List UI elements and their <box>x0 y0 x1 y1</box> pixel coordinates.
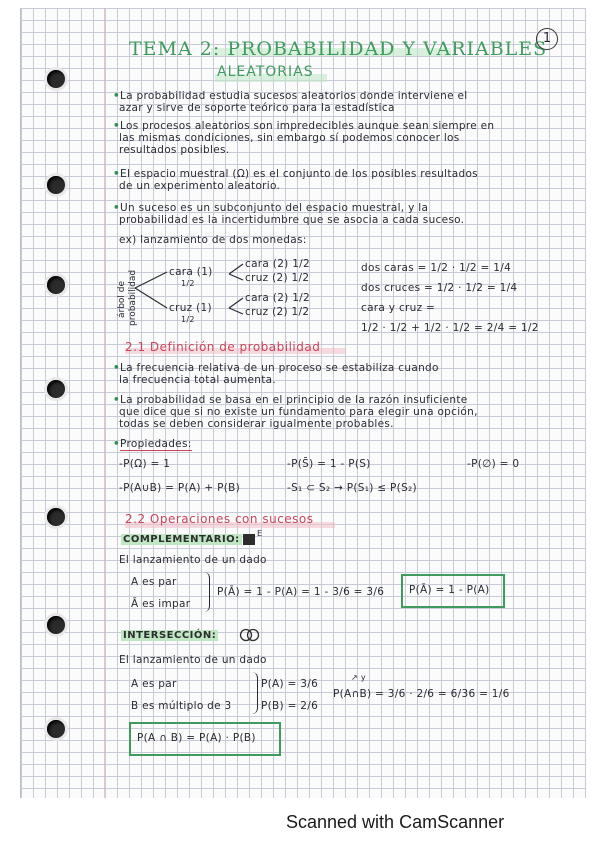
tree-cruz-1: cruz (1) <box>169 302 212 314</box>
complement-venn-icon <box>243 534 255 545</box>
complement-exponent: E <box>257 529 263 538</box>
bullet-4-line-1: •Un suceso es un subconjunto del espacio muestral, y la <box>113 202 429 214</box>
sec21-bullet-1-line-2: la frecuencia total aumenta. <box>119 374 277 386</box>
binder-hole <box>47 616 65 634</box>
result-mixed-calc: 1/2 · 1/2 + 1/2 · 1/2 = 2/4 = 1/2 <box>361 322 539 334</box>
tree-label-2: probabilidad <box>128 269 138 326</box>
page-subtitle: ALEATORIAS <box>217 64 314 80</box>
intersection-formula: P(A∩B) = 3/6 · 2/6 = 6/36 = 1/6 <box>333 688 510 700</box>
complement-result: P(Ā) = 1 - P(A) <box>409 584 490 596</box>
intersection-b: B es múltiplo de 3 <box>131 700 232 712</box>
bullet-2-line-2: las mismas condiciones, sin embargo sí podemos conocer los <box>119 132 460 144</box>
intersection-line-1: El lanzamiento de un dado <box>119 654 267 666</box>
intersection-pa: P(A) = 3/6 <box>261 678 319 690</box>
intersection-result: P(A ∩ B) = P(A) · P(B) <box>137 732 256 744</box>
scanner-watermark: Scanned with CamScanner <box>286 812 505 832</box>
page-title: TEMA 2: PROBABILIDAD Y VARIABLES <box>129 38 548 60</box>
sec21-bullet-1-line-1: •La frecuencia relativa de un proceso se estabiliza cuando <box>113 362 439 374</box>
margin-line <box>104 8 105 798</box>
binder-hole <box>47 380 65 398</box>
tree-cara-1: cara (1) <box>169 266 213 278</box>
section-2-2-title: 2.2 Operaciones con sucesos <box>125 512 314 526</box>
sec21-bullet-2-line-2: que dice que si no existe un fundamento para elegir una opción, <box>119 406 478 418</box>
bullet-1-line-2: azar y sirve de soporte teórico para la estadística <box>119 102 395 114</box>
tree-cara-cruz: cruz (2) 1/2 <box>245 272 310 284</box>
bullet-3-line-1: •El espacio muestral (Ω) es el conjunto de los posibles resultados <box>113 168 478 180</box>
result-two-heads: dos caras = 1/2 · 1/2 = 1/4 <box>361 262 512 274</box>
intersection-venn-icon <box>239 628 261 642</box>
tree-cruz-cara: cara (2) 1/2 <box>245 292 311 304</box>
property-3: -P(∅) = 0 <box>467 458 520 470</box>
notebook-page <box>20 8 586 798</box>
result-mixed: cara y cruz = <box>361 302 436 314</box>
complement-formula: P(Ā) = 1 - P(A) = 1 - 3/6 = 3/6 <box>217 586 385 598</box>
binder-hole <box>47 176 65 194</box>
intersection-mark: ↗ y <box>351 673 366 682</box>
bullet-2-line-3: resultados posibles. <box>119 144 230 156</box>
tree-cara-cara: cara (2) 1/2 <box>245 258 311 270</box>
sec21-bullet-2-line-3: todas se deben considerar igualmente probables. <box>119 418 394 430</box>
complementary-tag: COMPLEMENTARIO: <box>123 534 240 545</box>
tree-cruz-cruz: cruz (2) 1/2 <box>245 306 310 318</box>
property-2: -P(S̄) = 1 - P(S) <box>287 458 371 470</box>
tree-cara-1-prob: 1/2 <box>181 279 195 288</box>
binder-hole <box>47 508 65 526</box>
bullet-2-line-1: •Los procesos aleatorios son impredecibles aunque sean siempre en <box>113 120 495 132</box>
properties-label: •Propiedades: <box>113 438 192 450</box>
property-1: -P(Ω) = 1 <box>119 458 171 470</box>
intersection-pb: P(B) = 2/6 <box>261 700 319 712</box>
complement-line-1: El lanzamiento de un dado <box>119 554 267 566</box>
tree-label-1: árbol de <box>117 280 127 318</box>
intersection-tag: INTERSECCIÓN: <box>123 630 217 641</box>
result-two-tails: dos cruces = 1/2 · 1/2 = 1/4 <box>361 282 518 294</box>
complement-brace <box>201 572 210 612</box>
sec21-bullet-2-line-1: •La probabilidad se basa en el principio de la razón insuficiente <box>113 394 468 406</box>
example-heading: ex) lanzamiento de dos monedas: <box>119 234 307 246</box>
binder-hole <box>47 720 65 738</box>
complement-abar: Ā es impar <box>131 598 191 610</box>
bullet-1-line-1: •La probabilidad estudia sucesos aleatorios donde interviene el <box>113 90 468 102</box>
intersection-brace <box>249 672 258 714</box>
property-5: -S₁ ⊂ S₂ → P(S₁) ≤ P(S₂) <box>287 482 417 494</box>
section-2-1-title: 2.1 Definición de probabilidad <box>125 340 321 354</box>
intersection-a: A es par <box>131 678 177 690</box>
binder-hole <box>47 276 65 294</box>
binder-hole <box>47 70 65 88</box>
bullet-4-line-2: probabilidad es la incertidumbre que se asocia a cada suceso. <box>119 214 465 226</box>
tree-cruz-1-prob: 1/2 <box>181 315 195 324</box>
page-number: 1 <box>536 28 558 50</box>
complement-a: A es par <box>131 576 177 588</box>
property-4: -P(A∪B) = P(A) + P(B) <box>119 482 241 494</box>
bullet-3-line-2: de un experimento aleatorio. <box>119 180 281 192</box>
